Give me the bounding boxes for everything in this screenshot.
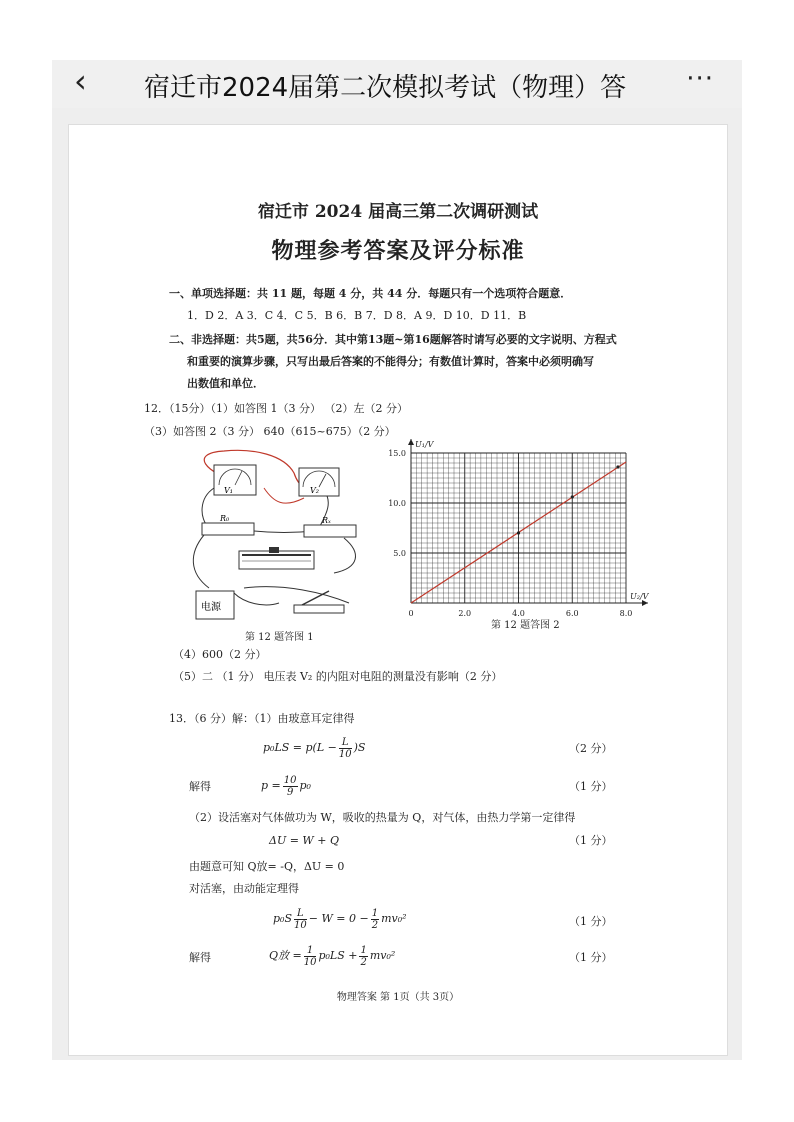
r0-label: R₀ [220,514,230,523]
resistor-r0 [202,514,254,535]
app-header [52,60,742,108]
x-axis-label: U₂/V [630,592,649,601]
y-tick-label: 5.0 [393,549,406,558]
document-title: 宿迁市2024届第二次模拟考试（物理）答 [144,73,627,103]
switch [294,591,344,613]
circuit-diagram [184,443,364,633]
q12-line-4: （5）二 （1 分） 电压表 V₂ 的内阻对电阻的测量没有影响（2 分） [173,670,503,683]
section-2-line-1: 二、非选择题：共5题，共56分．其中第13题~第16题解答时请写必要的文字说明、方程式 [169,333,617,346]
data-point [571,495,574,498]
x-tick-label: 0 [408,609,414,618]
solve-label-1: 解得 [189,780,211,793]
equation-4: p₀S $\frac{L}{10}$ − W = 0 − $\frac{1}{2}$ mv₀² [273,907,407,931]
x-tick-label: 2.0 [458,609,472,618]
data-point [517,531,520,534]
y-axis-label: U₁/V [415,440,434,449]
eq2-score: （1 分） [569,780,613,793]
section-2-line-3: 出数值和单位． [187,377,264,390]
x-tick-label: 4.0 [512,609,525,618]
solve-label-2: 解得 [189,951,211,964]
fig2-caption: 第 12 题答图 2 [491,620,560,631]
voltmeter-v1 [214,465,256,495]
data-point [616,465,619,468]
y-tick-label: 10.0 [388,499,406,508]
section-2-line-2: 和重要的演算步骤，只写出最后答案的不能得分；有数值计算时，答案中必须明确写 [187,355,594,368]
equation-5: Q放 = $\frac{1}{10}$ p₀LS + $\frac{1}{2}$ mv₀² [269,944,396,968]
q12-line-2: （3）如答图 2（3 分） 640（615~675）（2 分） [144,425,396,438]
v2-label: V₂ [310,486,319,495]
chevron-left-icon[interactable]: ‹ [74,62,87,100]
eq5-score: （1 分） [569,951,613,964]
eq4-score: （1 分） [569,915,613,928]
q13-line-1: 13．（6 分）解：（1）由玻意耳定律得 [169,712,355,725]
eq3-score: （1 分） [569,834,613,847]
slide-rheostat [239,547,314,569]
equation-1: p₀LS = p(L − $\frac{L}{10}$ )S [263,736,366,760]
q13-line-4: 对活塞，由动能定理得 [189,882,299,895]
x-tick-label: 8.0 [619,609,633,618]
page-footer: 物理答案 第 1页（共 3页） [336,992,460,1003]
fig1-caption: 第 12 题答图 1 [245,632,314,643]
q13-line-3: 由题意可知 Q放= -Q，ΔU = 0 [189,860,345,873]
rx-label: Rₓ [322,516,331,525]
v1-label: V₁ [224,486,233,495]
q12-line-1: 12．（15分）（1）如答图 1（3 分） （2）左（2 分） [144,402,408,415]
mcq-answers: 1．D 2．A 3．C 4．C 5．B 6．B 7．D 8．A 9．D 10．D 11．B [187,309,527,322]
u1-u2-chart [369,433,669,633]
x-tick-label: 6.0 [565,609,579,618]
power-source [196,591,234,619]
q12-line-3: （4）600（2 分） [173,648,267,661]
more-horizontal-icon[interactable]: ··· [686,64,714,94]
q13-line-2: （2）设活塞对气体做功为 W，吸收的热量为 Q，对气体，由热力学第一定律得 [189,811,576,824]
equation-3: ΔU = W + Q [269,834,339,847]
source-label: 电源 [201,602,221,613]
equation-2: p = $\frac{10}{9}$ p₀ [261,774,311,798]
section-1-heading: 一、单项选择题：共 11 题，每题 4 分，共 44 分．每题只有一个选项符合题意． [169,287,572,300]
document-page [68,124,728,1056]
y-axis-arrow [408,439,414,445]
resistor-rx [304,516,356,537]
eq1-score: （2 分） [569,742,613,755]
voltmeter-v2 [299,468,339,496]
doc-header-1: 宿迁市 2024 届高三第二次调研测试 [257,202,539,222]
doc-header-2: 物理参考答案及评分标准 [271,238,525,264]
y-tick-label: 15.0 [388,449,406,458]
